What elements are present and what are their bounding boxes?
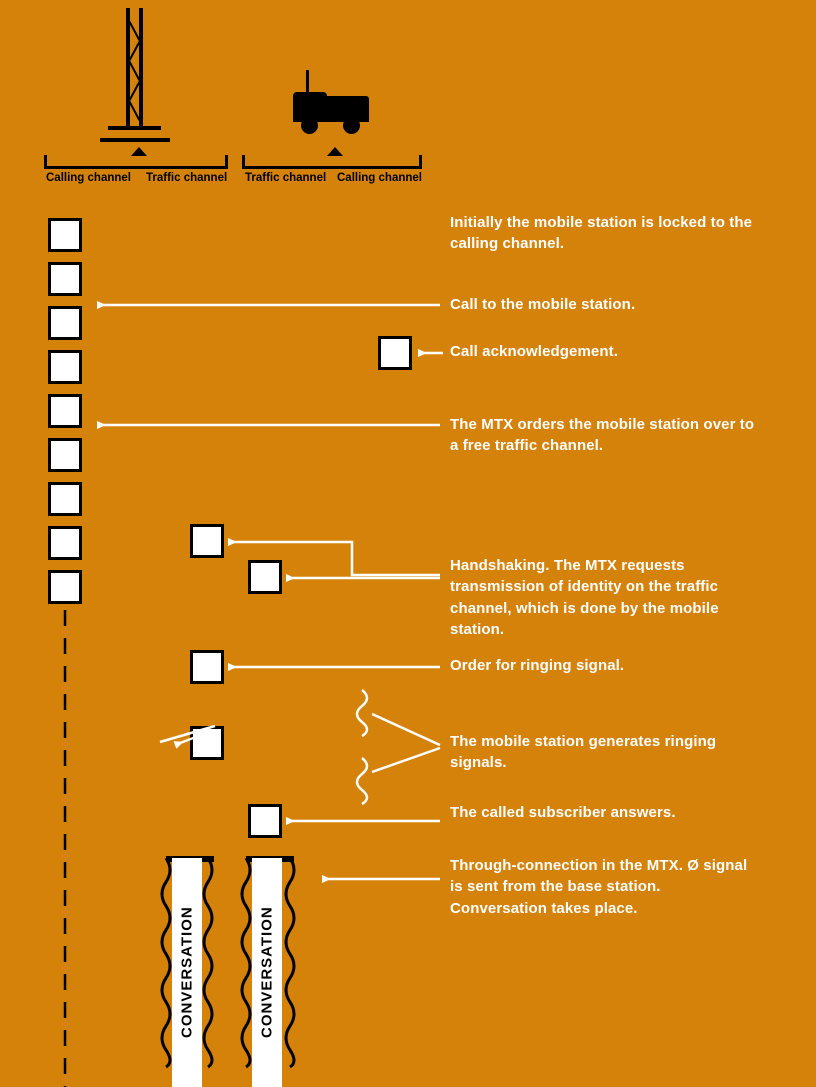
signal-block-call-ack: [378, 336, 412, 370]
label-mobile-calling-channel: Calling channel: [337, 172, 422, 184]
step-text-through-connection: Through-connection in the MTX. Ø signal is sent from the base station. Conversation takes place.: [450, 857, 748, 917]
squiggle-ringing-lower: [357, 758, 367, 804]
step-text-ringing-signals: The mobile station generates ringing signals.: [450, 733, 717, 772]
signal-block-subscriber-answer: [248, 804, 282, 838]
mobile-station-bracket: [242, 155, 422, 169]
conversation-right-label: CONVERSATION: [258, 906, 276, 1039]
mobile-bracket-tick-icon: [327, 147, 343, 156]
truck-wheel-rear-icon: [343, 117, 360, 134]
signal-block: [48, 262, 82, 296]
step-text-order-traffic-channel: The MTX orders the mobile station over to a free traffic channel.: [450, 416, 755, 455]
signal-block: [48, 394, 82, 428]
label-base-calling-channel: Calling channel: [46, 172, 131, 184]
signal-block: [48, 526, 82, 560]
conversation-left-label: CONVERSATION: [178, 906, 196, 1039]
label-base-traffic-channel: Traffic channel: [146, 172, 228, 184]
signal-block-handshake-mobile: [248, 560, 282, 594]
conversation-left-column: [172, 858, 202, 1087]
signal-block: [48, 306, 82, 340]
step-text-locked: Initially the mobile station is locked to the calling channel.: [450, 214, 753, 253]
step-text-handshaking: Handshaking. The MTX requests transmission of identity on the traffic channel, which is done by the mobile station.: [450, 557, 719, 638]
signal-block-handshake-base: [190, 524, 224, 558]
conversation-left-edge-squiggle-2: [204, 858, 212, 1067]
conversation-right-edge-squiggle-2: [286, 858, 294, 1067]
tower-platform-icon: [108, 126, 161, 130]
label-mobile-traffic-channel: Traffic channel: [245, 172, 327, 184]
signal-block: [48, 438, 82, 472]
signal-block-ringing-order: [190, 650, 224, 684]
step-text-call-ack: Call acknowledgement.: [450, 343, 618, 360]
signal-block: [48, 218, 82, 252]
conversation-right-edge-squiggle: [242, 858, 250, 1067]
base-station-bracket: [44, 155, 228, 169]
step-text-call-to-mobile: Call to the mobile station.: [450, 296, 636, 313]
tower-ground-icon: [100, 138, 170, 142]
base-station-tower: [100, 8, 170, 148]
signal-block: [48, 482, 82, 516]
tower-lattice-icon: [126, 26, 143, 126]
truck-antenna-icon: [306, 70, 309, 92]
base-bracket-tick-icon: [131, 147, 147, 156]
line-ringing-lower: [372, 748, 440, 772]
line-ringing-upper: [372, 714, 440, 745]
signal-block: [48, 350, 82, 384]
conversation-right-column: [252, 858, 282, 1087]
step-text-ringing-order: Order for ringing signal.: [450, 657, 625, 674]
conversation-left-edge-squiggle: [162, 858, 170, 1067]
step-text-subscriber-answers: The called subscriber answers.: [450, 804, 676, 821]
mobile-station-truck-icon: [293, 70, 369, 135]
squiggle-ringing-upper: [357, 690, 367, 736]
signal-block-ringing-generate: [190, 726, 224, 760]
signal-block: [48, 570, 82, 604]
truck-wheel-front-icon: [301, 117, 318, 134]
